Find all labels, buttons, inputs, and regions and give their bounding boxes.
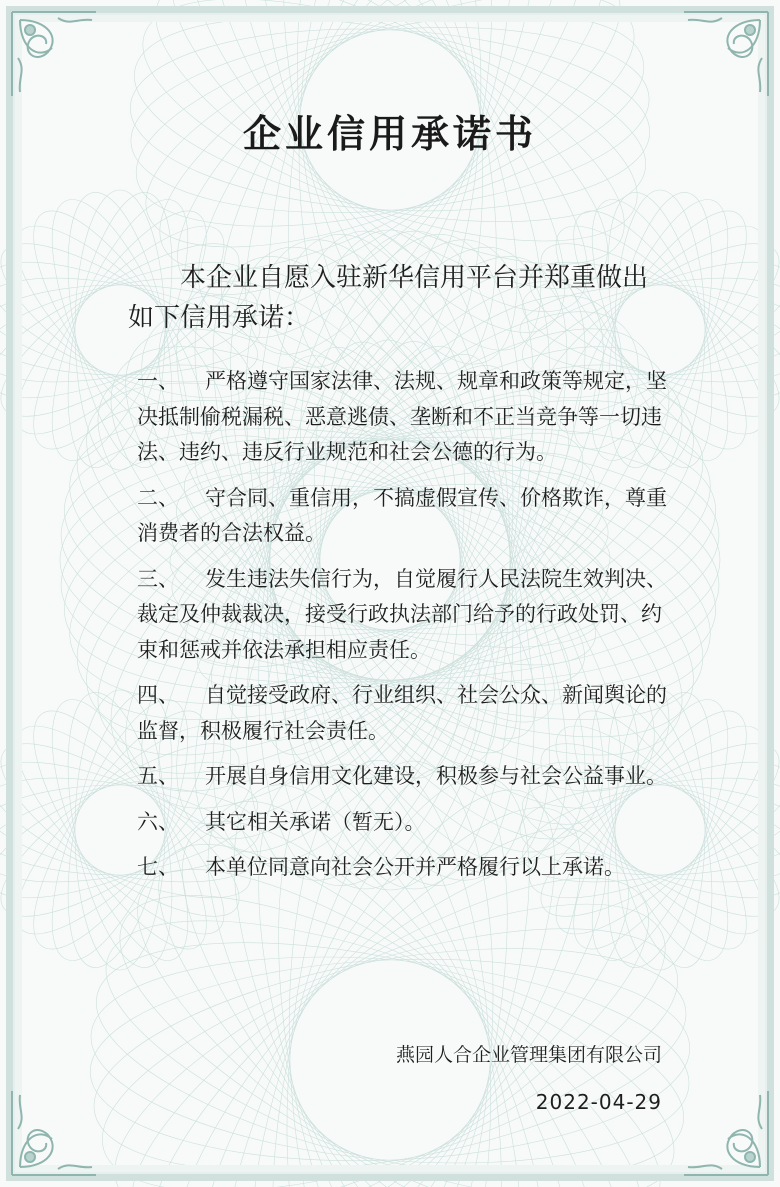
item-text: 其它相关承诺（暂无）。 [205,809,426,834]
company-name: 燕园人合企业管理集团有限公司 [395,1044,662,1066]
commitment-item [137,805,677,841]
item-text: 守合同、重信用，不搞虚假宣传、价格欺诈，尊重消费者的合法权益。 [137,485,667,545]
item-number: 六、 [137,809,179,834]
commitment-list [137,364,677,896]
corner-ornament-icon [680,1087,772,1179]
intro-paragraph [128,258,673,338]
commitment-item [137,562,677,669]
item-number: 五、 [137,764,179,788]
item-text: 严格遵守国家法律、法规、规章和政策等规定，坚决抵制偷税漏税、恶意逃债、垄断和不正当竞争等一切违法、违约、违反行业规范和社会公德的行为。 [137,369,667,464]
corner-ornament-icon [8,1087,100,1179]
item-number: 一、 [137,369,179,393]
commitment-item [137,678,677,749]
commitment-item [137,364,677,471]
document-title: 企业信用承诺书 [242,111,537,156]
item-number: 四、 [137,683,179,707]
commitment-item [137,481,677,552]
signing-date: 2022-04-29 [535,1090,662,1114]
item-text: 发生违法失信行为，自觉履行人民法院生效判决、裁定及仲裁裁决，接受行政执法部门给予的行政处罚、约束和惩戒并依法承担相应责任。 [137,566,667,662]
intro-line-2: 如下信用承诺： [128,303,311,333]
corner-ornament-icon [680,8,772,100]
commitment-item [137,850,677,886]
item-text: 开展自身信用文化建设，积极参与社会公益事业。 [205,764,667,788]
item-text: 自觉接受政府、行业组织、社会公众、新闻舆论的监督，积极履行社会责任。 [137,683,667,743]
item-number: 二、 [137,485,179,510]
item-number: 七、 [137,855,179,879]
item-text: 本单位同意向社会公开并严格履行以上承诺。 [205,855,625,879]
corner-ornament-icon [8,8,100,100]
commitment-item [137,759,677,795]
item-number: 三、 [137,566,179,591]
intro-line-1: 本企业自愿入驻新华信用平台并郑重做出 [180,263,649,293]
